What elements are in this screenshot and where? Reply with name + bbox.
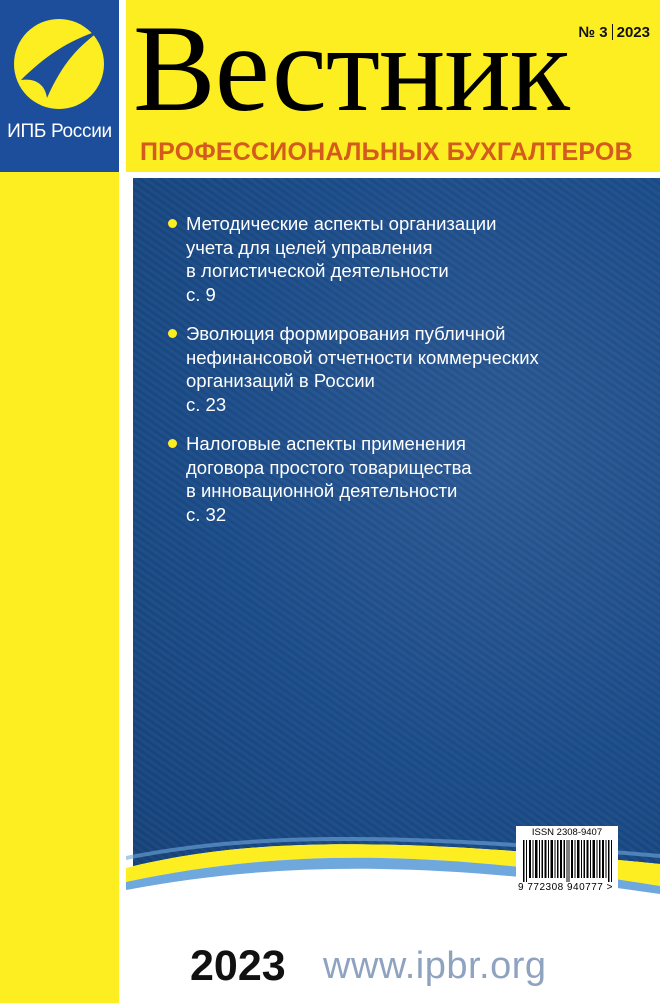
barcode-bars xyxy=(523,840,613,882)
article-list xyxy=(168,212,648,542)
article-title-line: в инновационной деятельности xyxy=(186,480,458,501)
article-title-line: учета для целей управления xyxy=(186,236,433,258)
article-title-line: договора простого товарищества xyxy=(186,456,472,478)
bird-emblem-icon xyxy=(13,18,105,110)
publisher-logo xyxy=(0,0,119,172)
article-title-line: Налоговые аспекты применения xyxy=(186,433,466,454)
bullet-icon xyxy=(168,329,177,338)
barcode-number: 9 772308 940777 > xyxy=(518,882,613,893)
article-page: с. 23 xyxy=(186,393,227,415)
article-title-line: в логистической деятельности xyxy=(186,260,449,281)
article-item xyxy=(168,322,648,416)
issue-year: 2023 xyxy=(616,24,650,41)
barcode xyxy=(516,826,618,896)
footer-url: www.ipbr.org xyxy=(323,945,547,987)
article-title-line: Методические аспекты организации xyxy=(186,213,497,234)
article-title-line: Эволюция формирования публичной xyxy=(186,323,506,344)
divider-line xyxy=(121,0,125,1003)
issue-number xyxy=(578,24,650,41)
logo-text: ИПБ России xyxy=(7,121,112,142)
issue-label: № 3 xyxy=(578,24,608,41)
article-title-line: организаций в России xyxy=(186,370,375,391)
journal-subtitle: ПРОФЕССИОНАЛЬНЫХ БУХГАЛТЕРОВ xyxy=(140,138,633,166)
bullet-icon xyxy=(168,219,177,228)
bullet-icon xyxy=(168,439,177,448)
article-item xyxy=(168,432,648,526)
article-item xyxy=(168,212,648,306)
issue-separator xyxy=(612,24,613,40)
journal-title: Вестник xyxy=(133,0,570,137)
article-page: с. 9 xyxy=(186,283,216,305)
article-title-line: нефинансовой отчетности коммерческих xyxy=(186,346,539,368)
footer-year: 2023 xyxy=(190,942,286,990)
article-page: с. 32 xyxy=(186,503,227,525)
issn-label: ISSN 2308-9407 xyxy=(531,827,603,838)
